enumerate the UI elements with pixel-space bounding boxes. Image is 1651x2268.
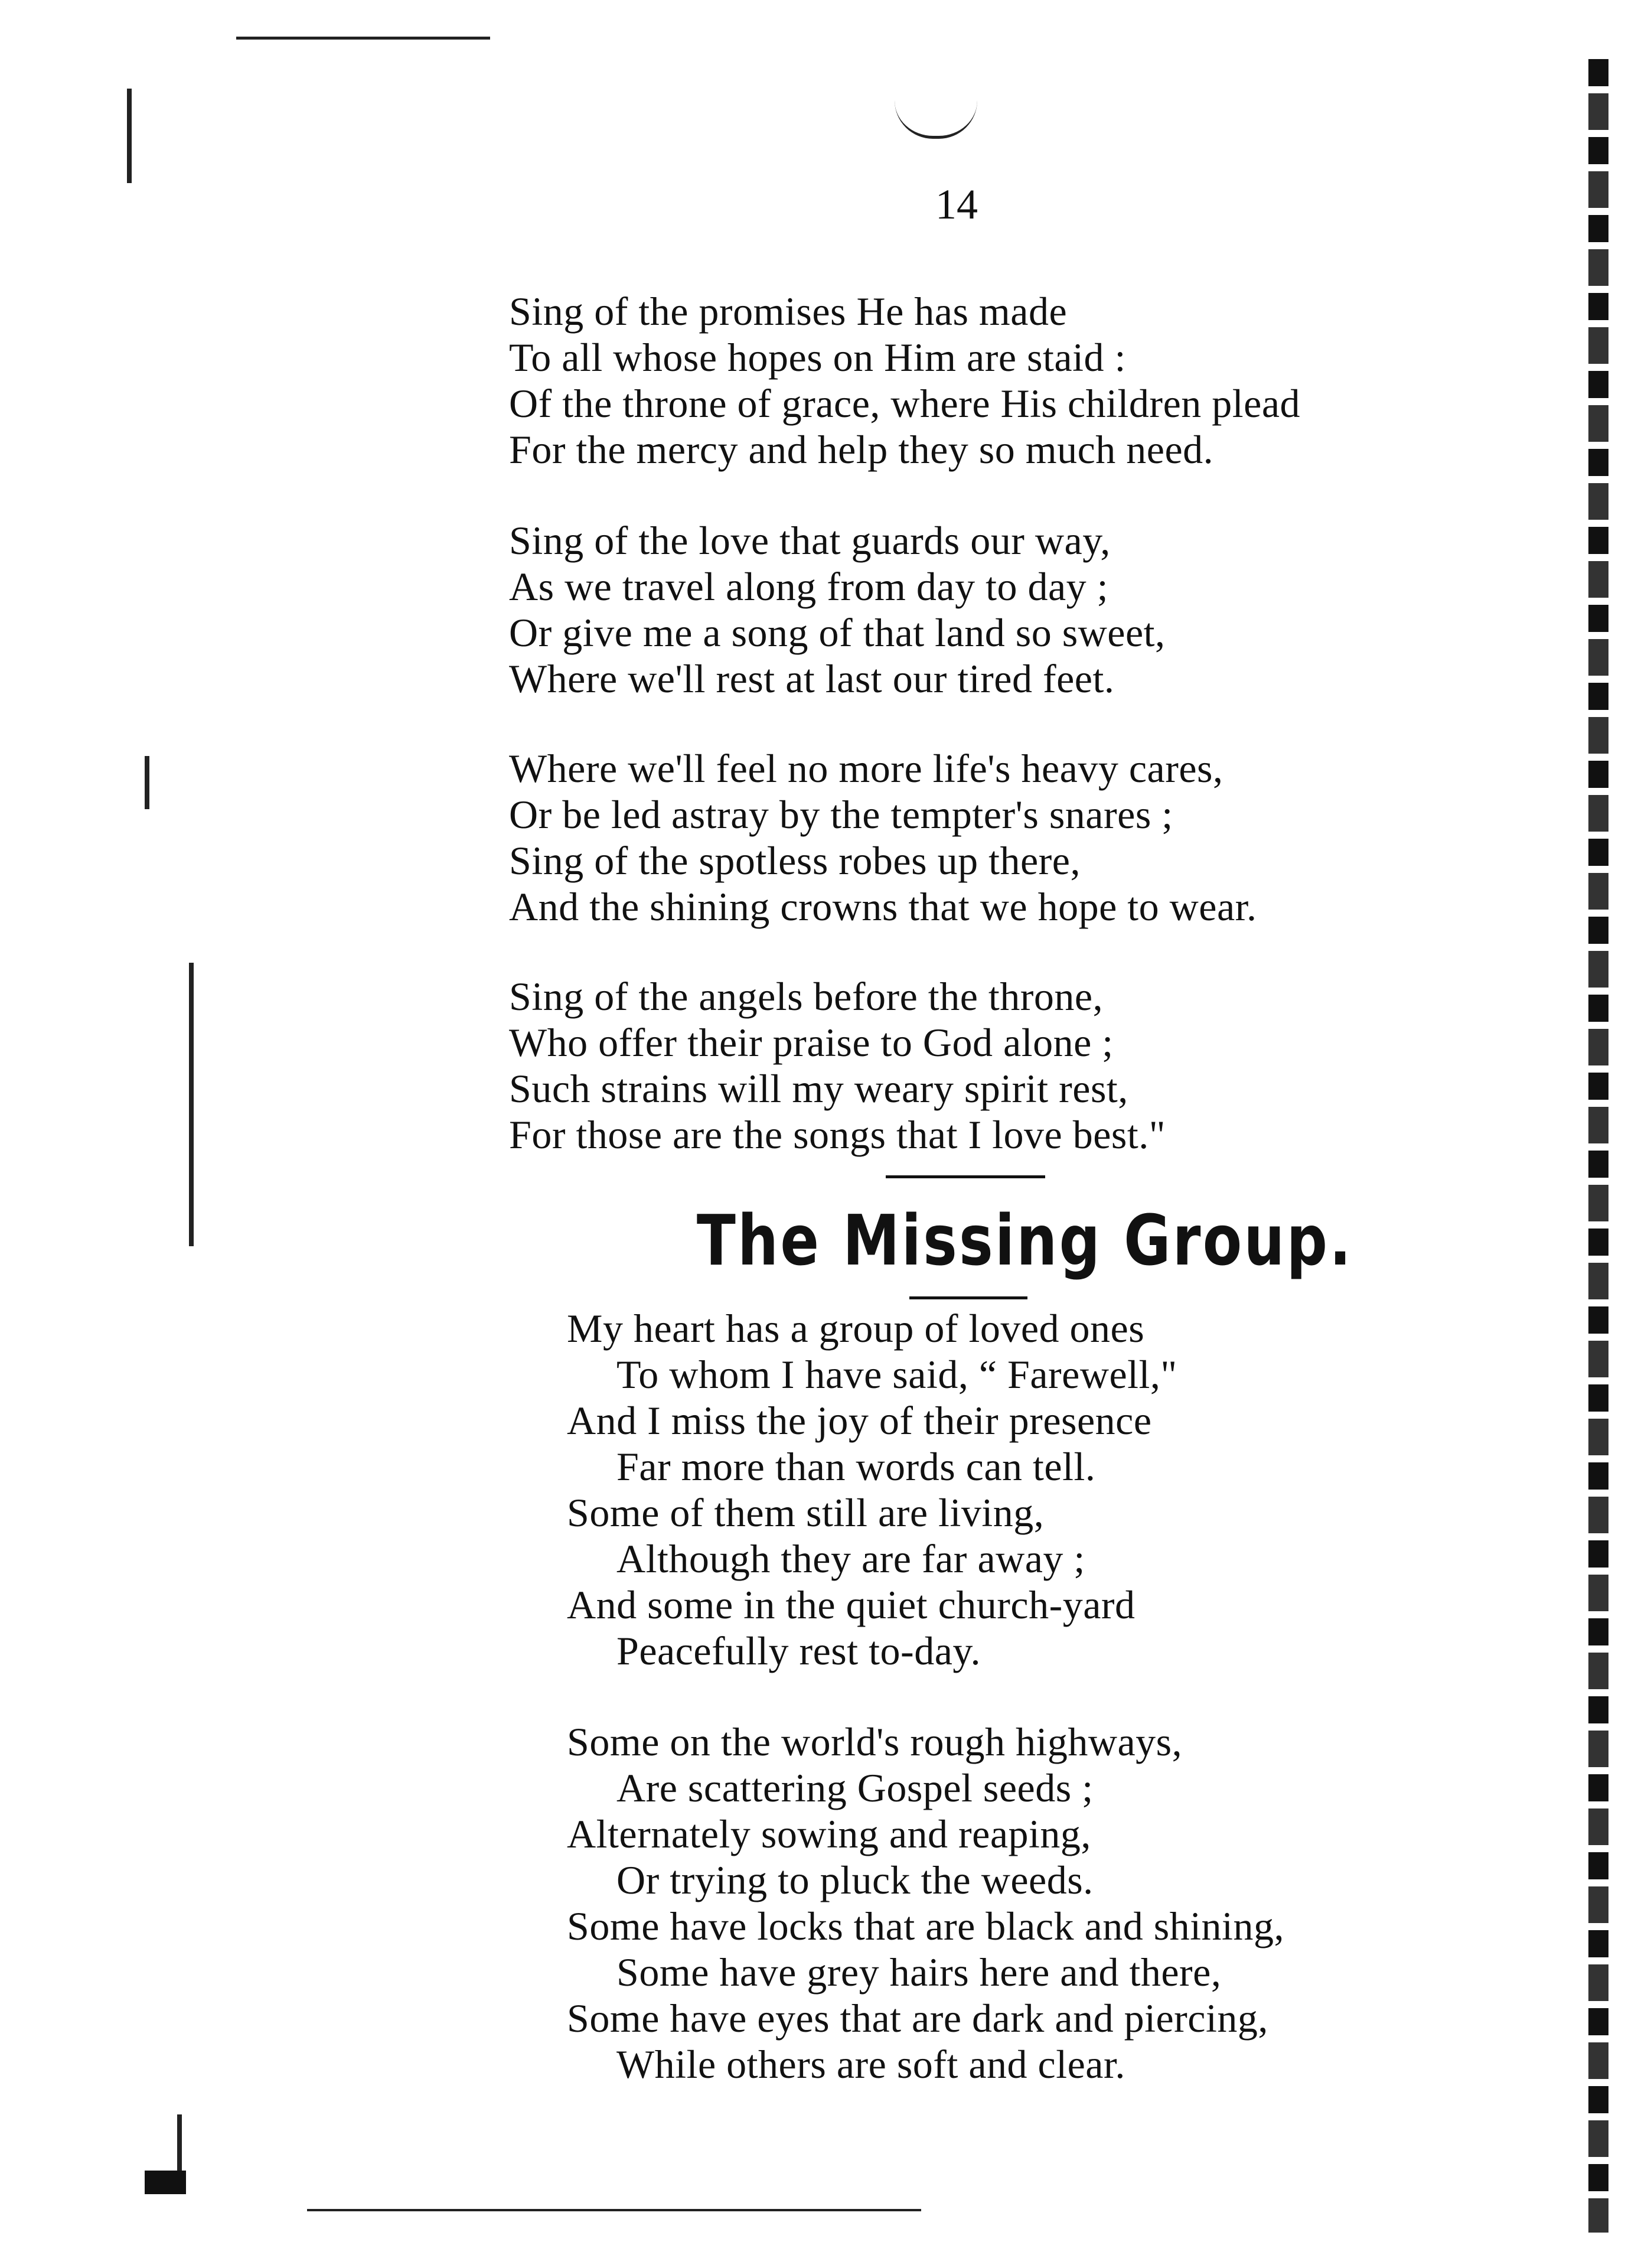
poem-line: To all whose hopes on Him are staid : — [509, 335, 1126, 380]
poem-line: Sing of the angels before the throne, — [509, 974, 1104, 1019]
poem-line: As we travel along from day to day ; — [509, 564, 1109, 609]
poem-line: Sing of the spotless robes up there, — [509, 838, 1081, 883]
poem-line: While others are soft and clear. — [616, 2042, 1125, 2087]
poem-line: Where we'll rest at last our tired feet. — [509, 656, 1115, 701]
poem-line: Far more than words can tell. — [616, 1444, 1096, 1489]
page-curl-mark — [895, 100, 977, 139]
poem1-stanza-3 — [509, 745, 1257, 930]
poem1-stanza-4 — [509, 973, 1166, 1158]
poem1-stanza-2 — [509, 517, 1166, 702]
poem-line: Some have locks that are black and shining, — [567, 1904, 1284, 1948]
top-edge-rule — [236, 37, 490, 40]
poem-line: My heart has a group of loved ones — [567, 1306, 1145, 1351]
title-rule-top — [886, 1175, 1045, 1178]
left-edge-block — [145, 2171, 186, 2194]
poem-title: The Missing Group. — [696, 1200, 1353, 1281]
poem-line: Sing of the love that guards our way, — [509, 518, 1111, 563]
poem-line: Some have grey hairs here and there, — [616, 1950, 1222, 1995]
title-rule-bottom — [909, 1296, 1027, 1299]
poem-line: Sing of the promises He has made — [509, 289, 1068, 334]
poem-line: Such strains will my weary spirit rest, — [509, 1066, 1128, 1111]
poem-line: Of the throne of grace, where His children plead — [509, 381, 1301, 426]
poem-line: Some have eyes that are dark and piercing, — [567, 1996, 1268, 2041]
right-binding-edge — [1588, 59, 1608, 2233]
poem-line: For the mercy and help they so much need. — [509, 427, 1214, 472]
poem-line: Or be led astray by the tempter's snares ; — [509, 792, 1173, 837]
poem-line: To whom I have said, “ Farewell," — [616, 1352, 1177, 1397]
left-edge-mark — [127, 89, 132, 183]
left-edge-mark — [177, 2114, 182, 2174]
poem-line: For those are the songs that I love best." — [509, 1112, 1166, 1157]
poem-line: Who offer their praise to God alone ; — [509, 1020, 1114, 1065]
poem-line: Some on the world's rough highways, — [567, 1719, 1183, 1764]
poem2-stanza-2 — [567, 1719, 1284, 2087]
poem-line: Although they are far away ; — [616, 1536, 1085, 1581]
poem2-stanza-1 — [567, 1305, 1177, 1674]
poem-line: Alternately sowing and reaping, — [567, 1811, 1091, 1856]
left-edge-mark — [145, 756, 149, 809]
poem1-stanza-1 — [509, 288, 1300, 472]
poem-line: Or trying to pluck the weeds. — [616, 1858, 1094, 1902]
poem-line: And I miss the joy of their presence — [567, 1398, 1152, 1443]
poem-line: And the shining crowns that we hope to wear. — [509, 884, 1257, 929]
poem-line: Peacefully rest to-day. — [616, 1628, 981, 1673]
left-edge-mark — [189, 963, 194, 1246]
page-number: 14 — [935, 181, 978, 228]
poem-line: And some in the quiet church-yard — [567, 1582, 1136, 1627]
poem-line: Or give me a song of that land so sweet, — [509, 610, 1166, 655]
poem-line: Some of them still are living, — [567, 1490, 1045, 1535]
poem-line: Where we'll feel no more life's heavy cares, — [509, 746, 1223, 791]
bottom-edge-rule — [307, 2209, 921, 2211]
poem-line: Are scattering Gospel seeds ; — [616, 1765, 1094, 1810]
